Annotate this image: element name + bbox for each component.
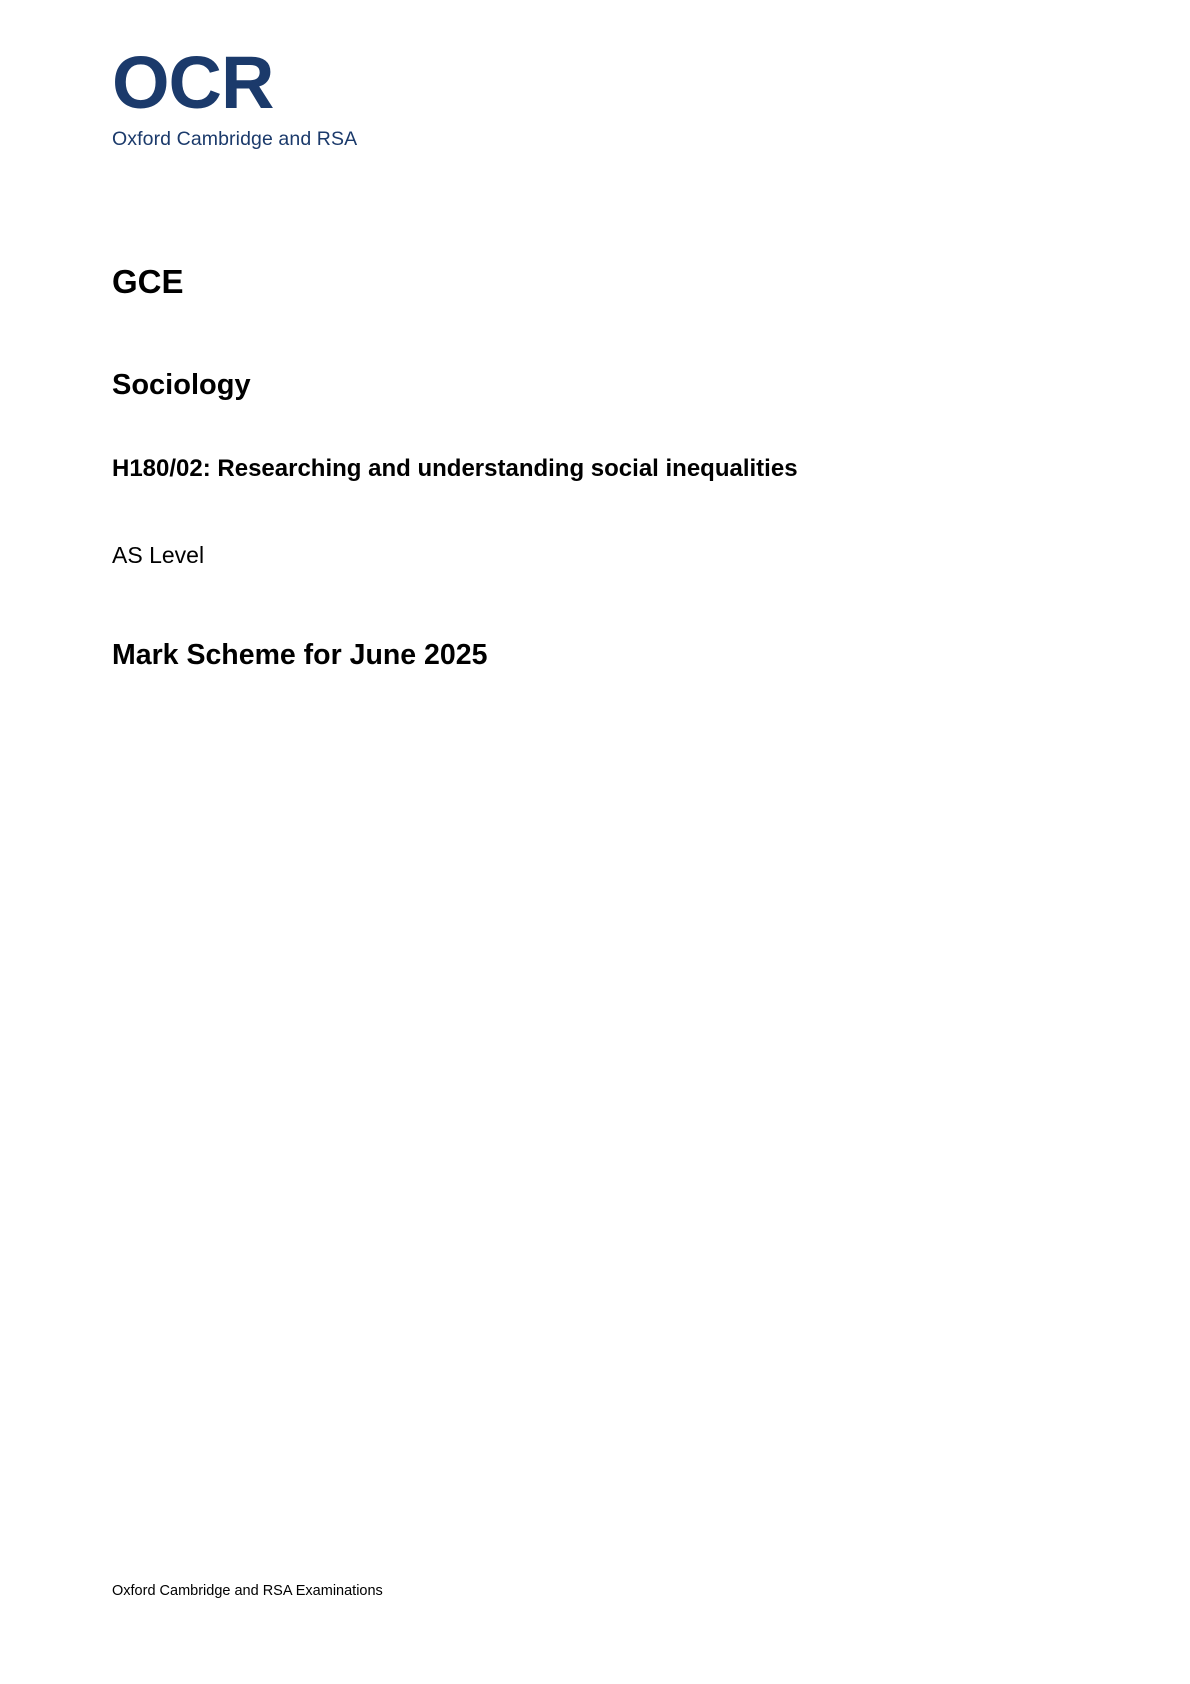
- ocr-wordmark-icon: [112, 44, 328, 126]
- page-footer: Oxford Cambridge and RSA Examinations: [112, 1582, 383, 1599]
- svg-text:OCR: OCR: [112, 44, 274, 124]
- ocr-logo: [112, 44, 358, 150]
- ocr-logo-tagline: Oxford Cambridge and RSA: [112, 128, 358, 150]
- subject-title: Sociology: [112, 368, 251, 401]
- title-block: [112, 262, 1072, 672]
- mark-scheme-title: Mark Scheme for June 2025: [112, 638, 488, 671]
- unit-title: H180/02: Researching and understanding social inequalities: [112, 455, 798, 483]
- level-label: AS Level: [112, 542, 205, 569]
- qualification-title: GCE: [112, 263, 184, 300]
